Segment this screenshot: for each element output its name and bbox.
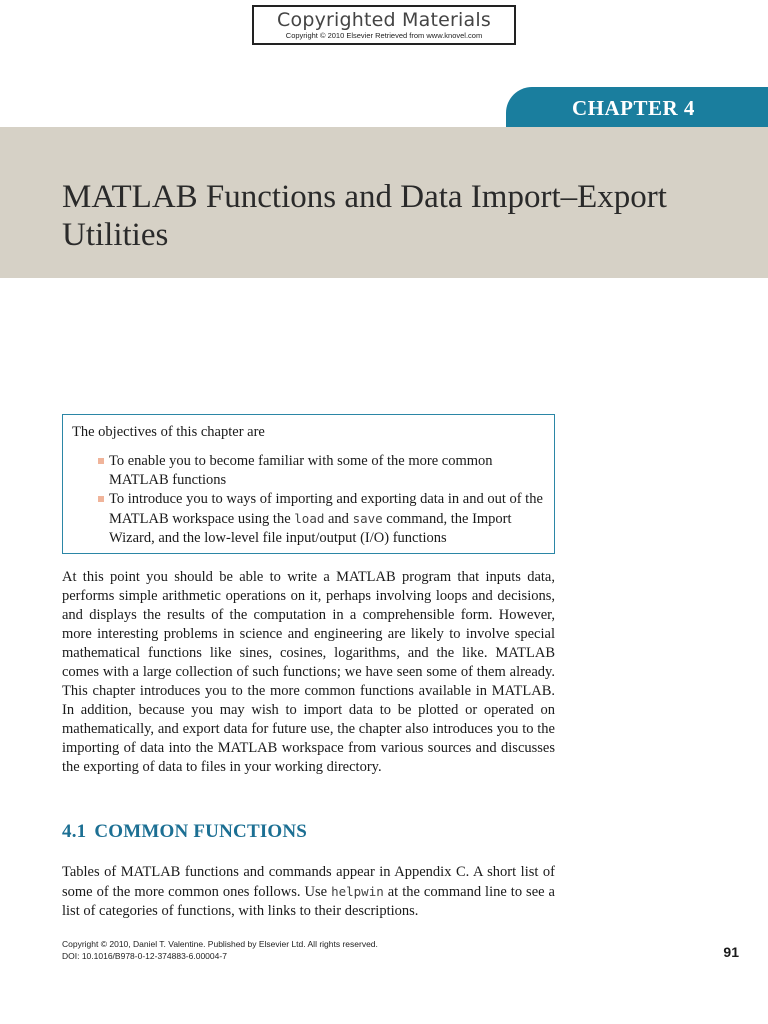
footer-copyright: Copyright © 2010, Daniel T. Valentine. Published by Elsevier Ltd. All rights reserved. xyxy=(62,939,378,949)
intro-paragraph: At this point you should be able to write a MATLAB program that inputs data, performs simple arithmetic operations on it, perhaps involving loops and decisions, and displays the results of the computation in a comprehensible form. However, more interesting problems in science and engineering are likely to involve special mathematical functions like sines, cosines, logarithms, and the like. MATLAB comes with a large collection of such functions; we have seen some of them already. This chapter introduces you to the more common functions available in MATLAB. In addition, because you may wish to import data to be plotted or operated on mathematically, and export data for future use, the chapter also introduces you to the importing of data into the MATLAB workspace from various sources and discusses the exporting of data to files in your working directory. xyxy=(62,569,555,775)
square-bullet-icon xyxy=(98,496,104,502)
section-number: 4.1 xyxy=(62,821,87,842)
objective-item xyxy=(98,452,544,490)
section-paragraph xyxy=(62,863,555,921)
code-save: save xyxy=(352,511,383,526)
stamp-subtitle: Copyright © 2010 Elsevier Retrieved from www.knovel.com xyxy=(285,31,483,40)
objective-text: To introduce you to ways of importing and exporting data in and out of the MATLAB workspace using the xyxy=(109,491,543,527)
footer xyxy=(62,938,378,962)
objectives-list xyxy=(72,452,544,548)
chapter-title: MATLAB Functions and Data Import–Export Utilities xyxy=(62,179,667,253)
square-bullet-icon xyxy=(98,458,104,464)
section-heading xyxy=(62,820,307,844)
objectives-intro: The objectives of this chapter are xyxy=(72,424,265,440)
section-title: COMMON FUNCTIONS xyxy=(94,821,308,842)
page-number: 91 xyxy=(723,944,739,960)
objectives-box xyxy=(62,414,555,554)
chapter-label: CHAPTER 4 xyxy=(506,87,768,127)
objective-text: and xyxy=(324,511,353,527)
footer-doi: DOI: 10.1016/B978-0-12-374883-6.00004-7 xyxy=(62,951,227,961)
stamp-title: Copyrighted Materials xyxy=(277,9,491,31)
copyright-stamp xyxy=(252,5,516,45)
objective-text: command, the Import Wizard, and the low-level file input/output (I/O) functions xyxy=(109,511,512,546)
objective-text: To enable you to become familiar with some of the more common MATLAB functions xyxy=(109,453,493,488)
paragraph-text: at the command line to see a list of categories of functions, with links to their descriptions. xyxy=(62,884,555,919)
objective-item xyxy=(98,490,544,548)
paragraph-text: Tables of MATLAB functions and commands appear in Appendix C. A short list of some of the more common ones follows. Use xyxy=(62,864,555,900)
code-load: load xyxy=(294,511,325,526)
code-helpwin: helpwin xyxy=(331,884,384,899)
